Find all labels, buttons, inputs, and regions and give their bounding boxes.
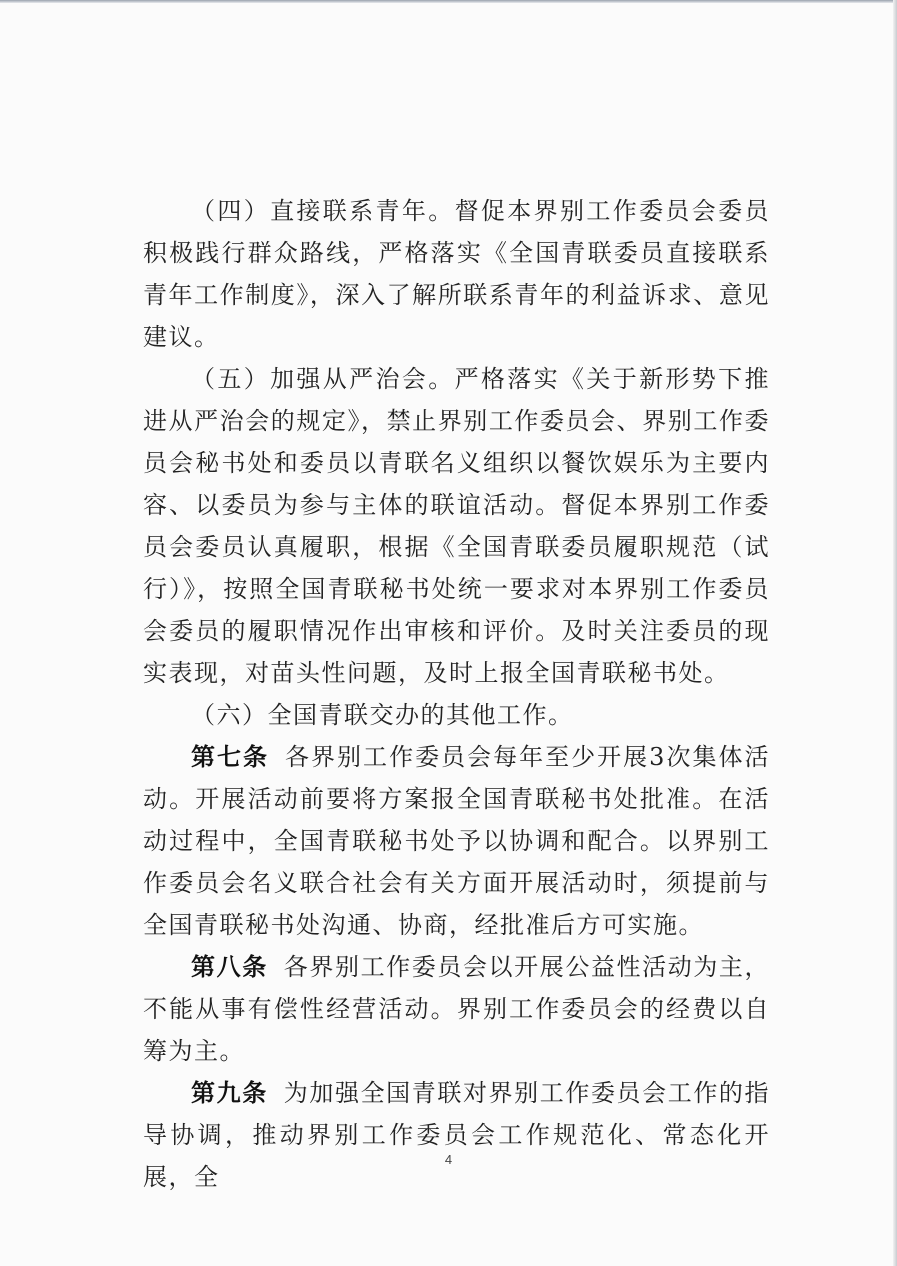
paragraph-item-5 <box>143 358 770 694</box>
article-8 <box>143 946 770 1072</box>
paragraph-text: （五）加强从严治会。严格落实《关于新形势下推进从严治会的规定》，禁止界别工作委员会、界别工作委员会秘书处和委员以青联名义组织以餐饮娱乐为主要内容、以委员为参与主体的联谊活动。督促本界别工作委员会委员认真履职，根据《全国青联委员履职规范（试行）》，按照全国青联秘书处统一要求对本界别工作委员会委员的履职情况作出审核和评价。及时关注委员的现实表现，对苗头性问题，及时上报全国青联秘书处。 <box>143 365 770 687</box>
scan-edge-top <box>0 0 897 3</box>
article-7 <box>143 736 770 946</box>
article-9 <box>143 1072 770 1198</box>
paragraph-item-6 <box>143 694 770 736</box>
paragraph-text: 为加强全国青联对界别工作委员会工作的指导协调，推动界别工作委员会工作规范化、常态化开展，全 <box>143 1079 771 1191</box>
article-heading: 第七条 <box>191 743 270 771</box>
paragraph-text: （四）直接联系青年。督促本界别工作委员会委员积极践行群众路线，严格落实《全国青联委员直接联系青年工作制度》，深入了解所联系青年的利益诉求、意见建议。 <box>143 197 770 351</box>
article-heading: 第八条 <box>191 953 268 981</box>
paragraph-text: （六）全国青联交办的其他工作。 <box>191 701 574 729</box>
document-body <box>143 190 770 1198</box>
article-heading: 第九条 <box>191 1079 268 1107</box>
paragraph-item-4 <box>143 190 770 358</box>
page-number: 4 <box>444 1152 453 1167</box>
paragraph-text: 各界别工作委员会以开展公益性活动为主，不能从事有偿性经营活动。界别工作委员会的经费以自筹为主。 <box>143 953 771 1065</box>
paragraph-text: 各界别工作委员会每年至少开展3次集体活动。开展活动前要将方案报全国青联秘书处批准。在活动过程中，全国青联秘书处予以协调和配合。以界别工作委员会名义联合社会有关方面开展活动时，须提前与全国青联秘书处沟通、协商，经批准后方可实施。 <box>143 743 770 939</box>
scan-edge-right <box>893 0 897 1266</box>
